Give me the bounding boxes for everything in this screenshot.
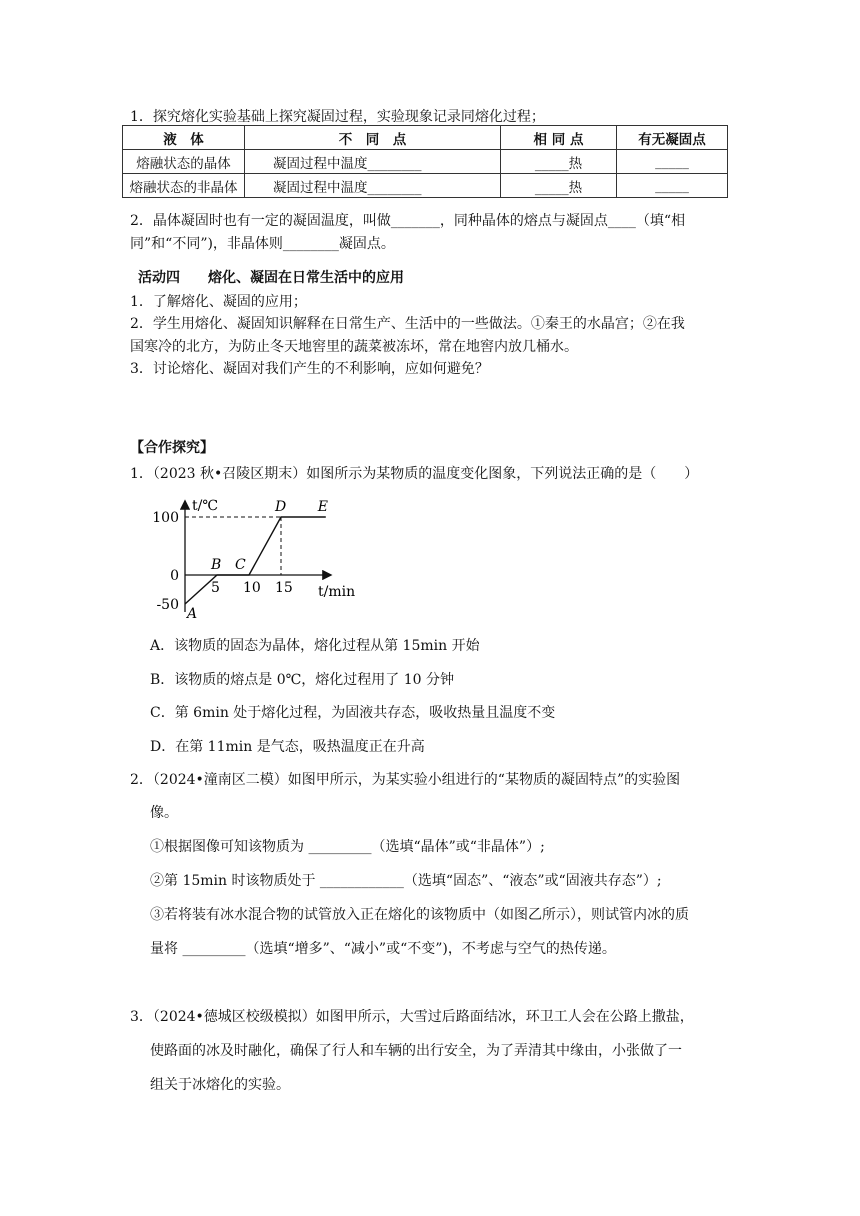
cell-difference: 凝固过程中温度________ bbox=[245, 150, 501, 174]
activity-4-item-1: 1．了解熔化、凝固的应用； bbox=[130, 294, 307, 310]
q1-option-a[interactable]: A．该物质的固态为晶体，熔化过程从第 15min 开始 bbox=[150, 638, 480, 654]
q2-stem-a: 2．（2024•潼南区二模）如图甲所示，为某实验小组进行的“某物质的凝固特点”的实验图 bbox=[130, 772, 681, 788]
intro-line-1: 1．探究熔化实验基础上探究凝固过程，实验现象记录同熔化过程； bbox=[130, 109, 545, 125]
cell-same: _____热 bbox=[501, 150, 617, 174]
point-label-a: A bbox=[187, 606, 198, 620]
x-tick-label: 5 bbox=[211, 580, 220, 596]
x-tick-label: 15 bbox=[275, 580, 293, 596]
q3-line-a: 3．（2024•德城区校级模拟）如图甲所示，大雪过后路面结冰，环卫工人会在公路上撒盐， bbox=[130, 1009, 694, 1025]
cell-same: _____热 bbox=[501, 174, 617, 198]
activity-4-title: 活动四 熔化、凝固在日常生活中的应用 bbox=[138, 270, 404, 286]
temperature-time-graph bbox=[140, 488, 370, 620]
cell-liquid: 熔融状态的晶体 bbox=[123, 150, 245, 174]
q2-sub-3a: ③若将装有冰水混合物的试管放入正在熔化的该物质中（如图乙所示），则试管内冰的质 bbox=[150, 907, 689, 923]
header-same: 相 同 点 bbox=[501, 126, 617, 150]
comparison-table bbox=[122, 125, 728, 198]
q1-option-c[interactable]: C．第 6min 处于熔化过程，为固液共存态，吸收热量且温度不变 bbox=[150, 705, 556, 721]
q2-stem-b: 像。 bbox=[150, 805, 178, 821]
coop-heading: 【合作探究】 bbox=[130, 440, 214, 456]
q2-sub-1: ①根据图像可知该物质为 _________（选填“晶体”或“非晶体”）; bbox=[150, 839, 545, 855]
question-2-line-a: 2．晶体凝固时也有一定的凝固温度，叫做_______，同种晶体的熔点与凝固点____（填“相 bbox=[130, 213, 686, 229]
table-row bbox=[123, 150, 728, 174]
activity-4-item-3: 3．讨论熔化、凝固对我们产生的不利影响，应如何避免？ bbox=[130, 361, 489, 377]
cell-difference: 凝固过程中温度________ bbox=[245, 174, 501, 198]
y-axis-label: t/℃ bbox=[192, 498, 219, 514]
q1-stem: 1．（2023 秋•召陵区期末）如图所示为某物质的温度变化图象，下列说法正确的是（ ） bbox=[130, 466, 699, 482]
point-label-e: E bbox=[317, 499, 329, 515]
cell-liquid: 熔融状态的非晶体 bbox=[123, 174, 245, 198]
point-label-c: C bbox=[235, 557, 246, 573]
q1-option-d[interactable]: D．在第 11min 是气态，吸热温度正在升高 bbox=[150, 739, 425, 755]
table-row bbox=[123, 174, 728, 198]
activity-4-item-2a: 2．学生用熔化、凝固知识解释在日常生产、生活中的一些做法。①秦王的水晶宫；②在我 bbox=[130, 316, 685, 332]
point-label-d: D bbox=[275, 499, 287, 515]
table-header-row bbox=[123, 126, 728, 150]
cell-freezing-point: _____ bbox=[617, 174, 728, 198]
q1-option-b[interactable]: B．该物质的熔点是 0℃，熔化过程用了 10 分钟 bbox=[150, 672, 455, 688]
header-difference: 不 同 点 bbox=[245, 126, 501, 150]
x-axis-label: t/min bbox=[318, 584, 356, 600]
q2-sub-2: ②第 15min 时该物质处于 ____________（选填“固态”、“液态”或“固液共存态”）; bbox=[150, 873, 662, 889]
header-freezing-point: 有无凝固点 bbox=[617, 126, 728, 150]
x-tick-label: 10 bbox=[243, 580, 261, 596]
header-liquid: 液 体 bbox=[123, 126, 245, 150]
q3-line-c: 组关于冰熔化的实验。 bbox=[150, 1077, 290, 1093]
point-label-b: B bbox=[211, 557, 222, 573]
q2-sub-3b: 量将 _________（选填“增多”、“减小”或“不变”)，不考虑与空气的热传递。 bbox=[150, 941, 616, 957]
cell-freezing-point: _____ bbox=[617, 150, 728, 174]
activity-4-item-2b: 国寒冷的北方，为防止冬天地窖里的蔬菜被冻坏，常在地窖内放几桶水。 bbox=[130, 339, 578, 355]
question-2-line-b: 同”和“不同”)，非晶体则________凝固点。 bbox=[130, 236, 395, 252]
y-tick-label: -50 bbox=[156, 597, 179, 613]
y-tick-label: 100 bbox=[152, 510, 179, 526]
q3-line-b: 使路面的冰及时融化，确保了行人和车辆的出行安全，为了弄清其中缘由，小张做了一 bbox=[150, 1043, 682, 1059]
y-tick-label: 0 bbox=[170, 568, 179, 584]
